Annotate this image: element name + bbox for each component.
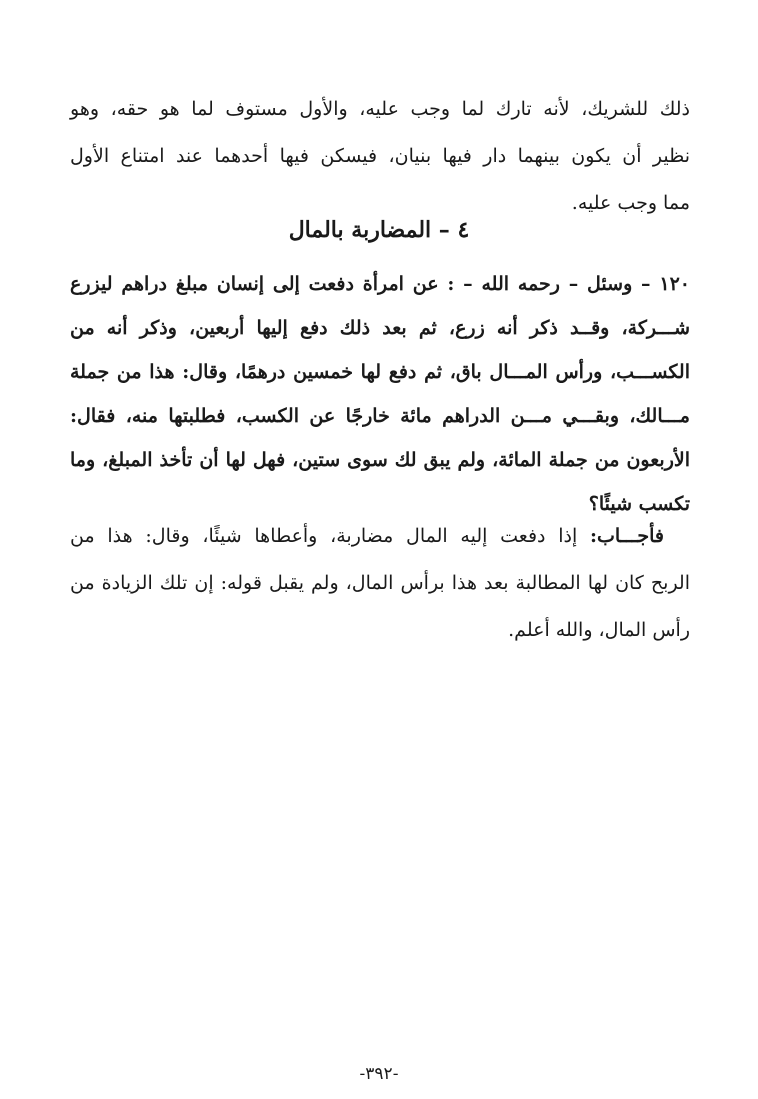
- answer-paragraph: [70, 513, 690, 654]
- intro-line-1: ذلك للشريك، لأنه تارك لما وجب عليه، والأول مستوف لما هو حقه، وهو: [70, 98, 690, 120]
- question-line-3: الكســـب، ورأس المـــال باق، ثم دفع لها خمسين درهمًا، وقال: هذا من جملة: [70, 361, 690, 383]
- section-heading: ٤ – المضاربة بالمال: [288, 217, 470, 243]
- question-line-1: ١٢٠ – وسئل – رحمه الله – : عن امرأة دفعت إلى إنسان مبلغ دراهم ليزرع: [70, 273, 690, 295]
- question-line-2: شـــركة، وقــد ذكر أنه زرع، ثم بعد ذلك دفع إليها أربعين، وذكر أنه من: [70, 317, 690, 339]
- intro-line-3: مما وجب عليه.: [571, 192, 690, 214]
- question-line-5: الأربعون من جملة المائة، ولم يبق لك سوى ستين، فهل لها أن تأخذ المبلغ، وما: [70, 449, 690, 471]
- answer-label: فأجـــاب:: [589, 525, 664, 547]
- answer-line-1-text: إذا دفعت إليه المال مضاربة، وأعطاها شيئًا، وقال: هذا من: [70, 525, 578, 547]
- question-line-6: تكسب شيئًا؟: [588, 493, 690, 515]
- page-number: -٣٩٢-: [359, 1064, 399, 1084]
- answer-line-3: رأس المال، والله أعلم.: [508, 619, 690, 641]
- question-line-4: مـــالك، وبقـــي مـــن الدراهم مائة خارجًا عن الكسب، فطلبتها منه، فقال:: [70, 405, 690, 427]
- answer-line-2: الربح كان لها المطالبة بعد هذا برأس المال، ولم يقبل قوله: إن تلك الزيادة من: [70, 572, 690, 594]
- intro-paragraph: [70, 86, 690, 227]
- answer-line-1: [70, 513, 690, 560]
- question-paragraph: [70, 262, 690, 526]
- intro-line-2: نظير أن يكون بينهما دار فيها بنيان، فيسكن فيها أحدهما عند امتناع الأول: [70, 145, 690, 167]
